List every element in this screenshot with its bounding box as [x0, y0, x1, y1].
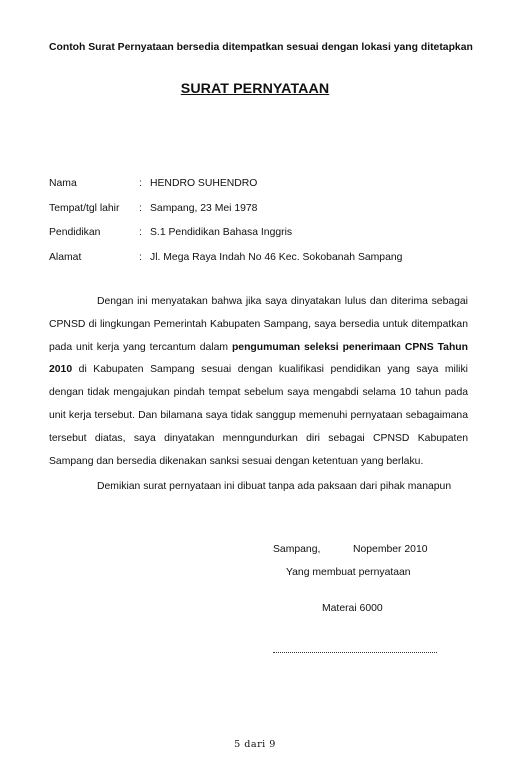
identity-colon: :: [139, 178, 142, 189]
identity-label: Alamat: [49, 251, 82, 263]
identity-colon: :: [139, 202, 142, 214]
signature-maker-label: Yang membuat pernyataan: [286, 567, 411, 578]
statement-emphasis: pengumuman seleksi penerimaan CPNS Tahun 2010: [49, 341, 469, 376]
identity-value: Sampang, 23 Mei 1978: [150, 202, 258, 214]
identity-value: S.1 Pendidikan Bahasa Inggris: [150, 227, 293, 238]
identity-value: Jl. Mega Raya Indah No 46 Kec. Sokobanah Sampang: [150, 251, 403, 263]
stamp-label: Materai 6000: [322, 603, 383, 614]
signature-place: Sampang,: [273, 544, 321, 555]
identity-label: Pendidikan: [49, 227, 101, 238]
identity-label: Tempat/tgl lahir: [49, 202, 120, 214]
page-number: 5 dari 9: [234, 739, 276, 750]
identity-row-pendidikan: [49, 227, 469, 239]
document-header-note: Contoh Surat Pernyataan bersedia ditempatkan sesuai dengan lokasi yang ditetapkan: [49, 42, 473, 53]
document-title: SURAT PERNYATAAN: [180, 81, 330, 97]
identity-row-nama: [49, 178, 469, 190]
identity-section: [49, 178, 469, 276]
identity-value: HENDRO SUHENDRO: [150, 178, 258, 189]
signature-dotted-line: [273, 652, 437, 654]
identity-label: Nama: [49, 178, 77, 189]
signature-date: Nopember 2010: [353, 544, 428, 555]
identity-colon: :: [139, 227, 142, 238]
closing-paragraph: Demikian surat pernyataan ini dibuat tanpa ada paksaan dari pihak manapun: [97, 481, 452, 493]
statement-body: [49, 291, 468, 499]
statement-text-after-emphasis: di Kabupaten Sampang sesuai dengan kualifikasi pendidikan yang saya miliki dengan tidak mengajukan pindah tempat sebelum saya mengabdi selama 10 tahun pada unit kerja tersebut. Dan bilamana saya tidak sanggup memenuhi pernyataan sebagaimana tersebut diatas, saya dinyatakan menngundurkan diri sebagai CPNSD Kabupaten Sampang dan bersedia dikenakan sanksi sesuai dengan ketentuan yang berlaku.: [49, 364, 468, 467]
statement-text-before-emphasis: Dengan ini menyatakan bahwa jika saya dinyatakan lulus dan diterima sebagai CPNSD di lingkungan Pemerintah Kabupaten Sampang, saya bersedia untuk ditempatkan pada unit kerja yang tercantum dalam: [49, 296, 468, 353]
statement-paragraph: [49, 291, 468, 473]
identity-row-alamat: [49, 252, 469, 264]
identity-row-tempat-tanggal-lahir: [49, 203, 469, 215]
identity-colon: :: [139, 251, 142, 263]
